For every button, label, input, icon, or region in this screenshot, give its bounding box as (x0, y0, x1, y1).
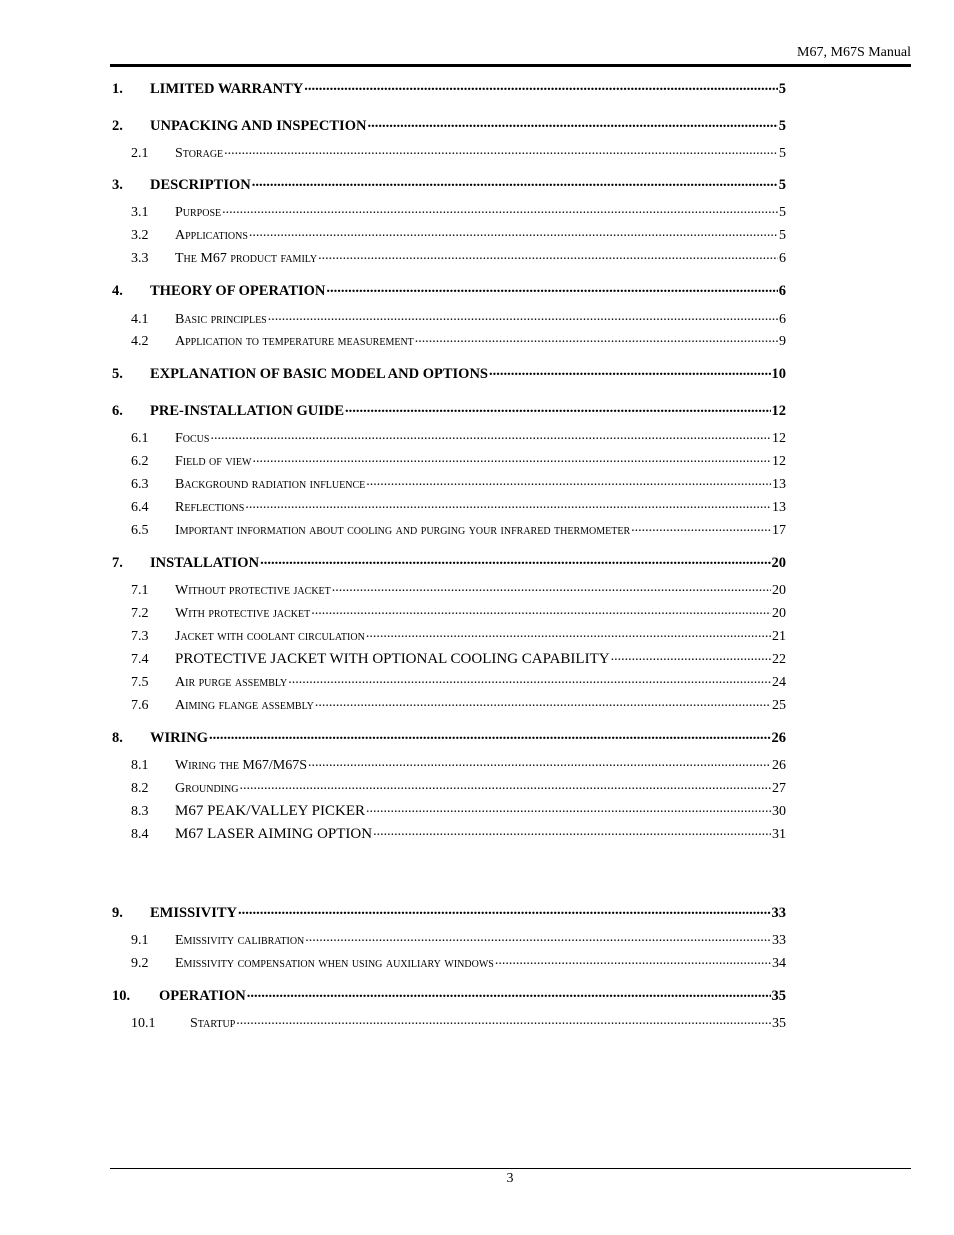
toc-page: 31 (772, 827, 786, 842)
toc-title: PRE-INSTALLATION GUIDE (150, 402, 345, 419)
toc-page: 9 (779, 334, 786, 349)
toc-leader (249, 225, 778, 239)
toc-leader (326, 280, 777, 295)
toc-title: WIRING (150, 729, 209, 746)
toc-title: M67 PEAK/VALLEY PICKER (175, 803, 366, 819)
toc-page: 27 (772, 781, 786, 796)
toc-page: 30 (772, 804, 786, 819)
toc-leader (366, 801, 771, 815)
toc-page: 21 (772, 629, 786, 644)
toc-number: 4.1 (131, 312, 149, 327)
toc-number: 9. (112, 904, 123, 921)
toc-entry[interactable] (112, 695, 786, 714)
toc-number: 10. (112, 987, 131, 1004)
toc-entry[interactable] (112, 755, 786, 774)
toc-page: 33 (771, 904, 786, 921)
toc-title: PROTECTIVE JACKET WITH OPTIONAL COOLING CAPABILITY (175, 651, 610, 667)
toc-number: 10.1 (131, 1016, 156, 1031)
toc-entry[interactable] (112, 474, 786, 493)
toc-number: 3.3 (131, 251, 149, 266)
toc-entry[interactable] (112, 331, 786, 350)
page-header-title: M67, M67S Manual (797, 45, 911, 60)
toc-page: 20 (772, 606, 786, 621)
toc-number: 7.6 (131, 698, 149, 713)
toc-entry[interactable] (112, 248, 786, 267)
toc-entry[interactable] (112, 580, 786, 599)
toc-entry[interactable] (112, 280, 786, 300)
toc-entry[interactable] (112, 953, 786, 972)
toc-page: 26 (771, 729, 786, 746)
toc-page: 6 (778, 282, 786, 299)
toc-number: 6.1 (131, 431, 149, 446)
toc-title: DESCRIPTION (150, 176, 251, 193)
toc-number: 8.1 (131, 758, 149, 773)
toc-leader (245, 497, 771, 511)
toc-page: 12 (771, 402, 786, 419)
toc-page: 26 (772, 758, 786, 773)
toc-page: 5 (778, 117, 786, 134)
toc-leader (304, 78, 778, 93)
toc-entry[interactable] (112, 603, 786, 622)
toc-entry[interactable] (112, 363, 786, 383)
toc-leader (260, 552, 770, 567)
toc-leader (236, 1013, 771, 1027)
toc-leader (611, 649, 771, 663)
toc-title: The M67 product family (175, 251, 318, 266)
toc-title: Basic principles (175, 312, 267, 327)
toc-page: 17 (772, 523, 786, 538)
toc-page: 33 (772, 933, 786, 948)
toc-leader (332, 580, 771, 594)
toc-page: 13 (772, 477, 786, 492)
toc-leader (247, 985, 771, 1000)
toc-title: Storage (175, 146, 224, 161)
toc-title: Aiming flange assembly (175, 698, 314, 713)
toc-entry[interactable] (112, 985, 786, 1005)
toc-entry[interactable] (112, 143, 786, 162)
toc-leader (367, 115, 777, 130)
toc-entry[interactable] (112, 902, 786, 922)
toc-leader (268, 309, 778, 323)
toc-title: Reflections (175, 500, 245, 515)
toc-entry[interactable] (112, 497, 786, 516)
toc-entry[interactable] (112, 801, 786, 820)
toc-title: Air purge assembly (175, 675, 288, 690)
toc-number: 8.2 (131, 781, 149, 796)
toc-page: 24 (772, 675, 786, 690)
toc-page: 13 (772, 500, 786, 515)
footer-rule (110, 1168, 911, 1169)
toc-number: 6.5 (131, 523, 149, 538)
toc-title: EMISSIVITY (150, 904, 238, 921)
toc-number: 7.1 (131, 583, 149, 598)
toc-page: 10 (771, 365, 786, 382)
toc-title: Important information about cooling and purging your infrared thermometer (175, 523, 631, 538)
toc-number: 5. (112, 365, 123, 382)
toc-leader (209, 727, 770, 742)
toc-number: 9.2 (131, 956, 149, 971)
toc-leader (489, 363, 771, 378)
toc-leader (311, 603, 771, 617)
toc-entry[interactable] (112, 400, 786, 420)
toc-leader (415, 331, 778, 345)
toc-leader (318, 248, 778, 262)
toc-title: Applications (175, 228, 248, 243)
toc-page: 20 (772, 583, 786, 598)
toc-number: 8.4 (131, 827, 149, 842)
toc-page: 5 (779, 205, 786, 220)
toc-title: Emissivity calibration (175, 933, 305, 948)
toc-leader (239, 778, 771, 792)
toc-title: Jacket with coolant circulation (175, 629, 365, 644)
toc-title: UNPACKING AND INSPECTION (150, 117, 367, 134)
toc-number: 7.3 (131, 629, 149, 644)
toc-number: 6. (112, 402, 123, 419)
header-rule (110, 64, 911, 67)
toc-title: Wiring the M67/M67S (175, 758, 307, 773)
toc-number: 6.3 (131, 477, 149, 492)
toc-page: 35 (772, 1016, 786, 1031)
toc-entry[interactable] (112, 824, 786, 843)
toc-page: 12 (772, 431, 786, 446)
toc-page: 6 (779, 251, 786, 266)
toc-number: 6.2 (131, 454, 149, 469)
toc-title: Background radiation influence (175, 477, 366, 492)
toc-number: 3.2 (131, 228, 149, 243)
toc-page: 34 (772, 956, 786, 971)
toc-entry[interactable] (112, 225, 786, 244)
toc-entry[interactable] (112, 649, 786, 668)
toc-leader (210, 428, 771, 442)
toc-entry[interactable] (112, 778, 786, 797)
toc-number: 6.4 (131, 500, 149, 515)
toc-number: 1. (112, 80, 123, 97)
toc-number: 2. (112, 117, 123, 134)
toc-title: Purpose (175, 205, 222, 220)
toc-entry[interactable] (112, 428, 786, 447)
toc-number: 7. (112, 554, 123, 571)
toc-entry[interactable] (112, 451, 786, 470)
toc-title: Startup (190, 1016, 236, 1031)
toc-page: 5 (779, 146, 786, 161)
toc-entry[interactable] (112, 309, 786, 328)
toc-page: 5 (779, 228, 786, 243)
page-number: 3 (506, 1171, 514, 1186)
toc-title: Field of view (175, 454, 252, 469)
toc-entry[interactable] (112, 626, 786, 645)
toc-entry[interactable] (112, 930, 786, 949)
toc-leader (631, 520, 771, 534)
toc-page: 22 (772, 652, 786, 667)
toc-title: Focus (175, 431, 210, 446)
toc-leader (345, 400, 770, 415)
toc-number: 9.1 (131, 933, 149, 948)
toc-leader (288, 672, 771, 686)
toc-page: 25 (772, 698, 786, 713)
toc-leader (315, 695, 771, 709)
toc-number: 8.3 (131, 804, 149, 819)
toc-number: 2.1 (131, 146, 149, 161)
toc-title: OPERATION (159, 987, 246, 1004)
toc-leader (305, 930, 771, 944)
toc-page: 12 (772, 454, 786, 469)
toc-number: 3.1 (131, 205, 149, 220)
toc-number: 4. (112, 282, 123, 299)
toc-entry[interactable] (112, 727, 786, 747)
toc-entry[interactable] (112, 1013, 786, 1032)
toc-page: 5 (778, 80, 786, 97)
toc-title: Grounding (175, 781, 239, 796)
toc-leader (373, 824, 771, 838)
toc-leader (495, 953, 771, 967)
toc-number: 4.2 (131, 334, 149, 349)
toc-title: M67 LASER AIMING OPTION (175, 826, 373, 842)
toc-number: 7.2 (131, 606, 149, 621)
toc-title: LIMITED WARRANTY (150, 80, 304, 97)
toc-entry[interactable] (112, 174, 786, 194)
toc-leader (222, 202, 778, 216)
toc-page: 6 (779, 312, 786, 327)
toc-entry[interactable] (112, 115, 786, 135)
toc-entry[interactable] (112, 552, 786, 572)
toc-title: Application to temperature measurement (175, 334, 414, 349)
toc-leader (224, 143, 778, 157)
toc-title: Without protective jacket (175, 583, 331, 598)
toc-title: EXPLANATION OF BASIC MODEL AND OPTIONS (150, 365, 488, 382)
toc-leader (366, 626, 771, 640)
toc-entry[interactable] (112, 78, 786, 98)
toc-leader (238, 902, 770, 917)
toc-title: Emissivity compensation when using auxiliary windows (175, 956, 494, 971)
toc-title: INSTALLATION (150, 554, 260, 571)
toc-page: 5 (778, 176, 786, 193)
toc-leader (308, 755, 771, 769)
toc-leader (366, 474, 771, 488)
toc-entry[interactable] (112, 202, 786, 221)
toc-number: 7.4 (131, 652, 149, 667)
toc-number: 7.5 (131, 675, 149, 690)
toc-page: 20 (771, 554, 786, 571)
toc-entry[interactable] (112, 520, 786, 539)
toc-page: 35 (771, 987, 786, 1004)
toc-number: 3. (112, 176, 123, 193)
toc-leader (252, 174, 778, 189)
toc-leader (252, 451, 771, 465)
toc-title: With protective jacket (175, 606, 311, 621)
toc-entry[interactable] (112, 672, 786, 691)
toc-number: 8. (112, 729, 123, 746)
toc-title: THEORY OF OPERATION (150, 282, 326, 299)
